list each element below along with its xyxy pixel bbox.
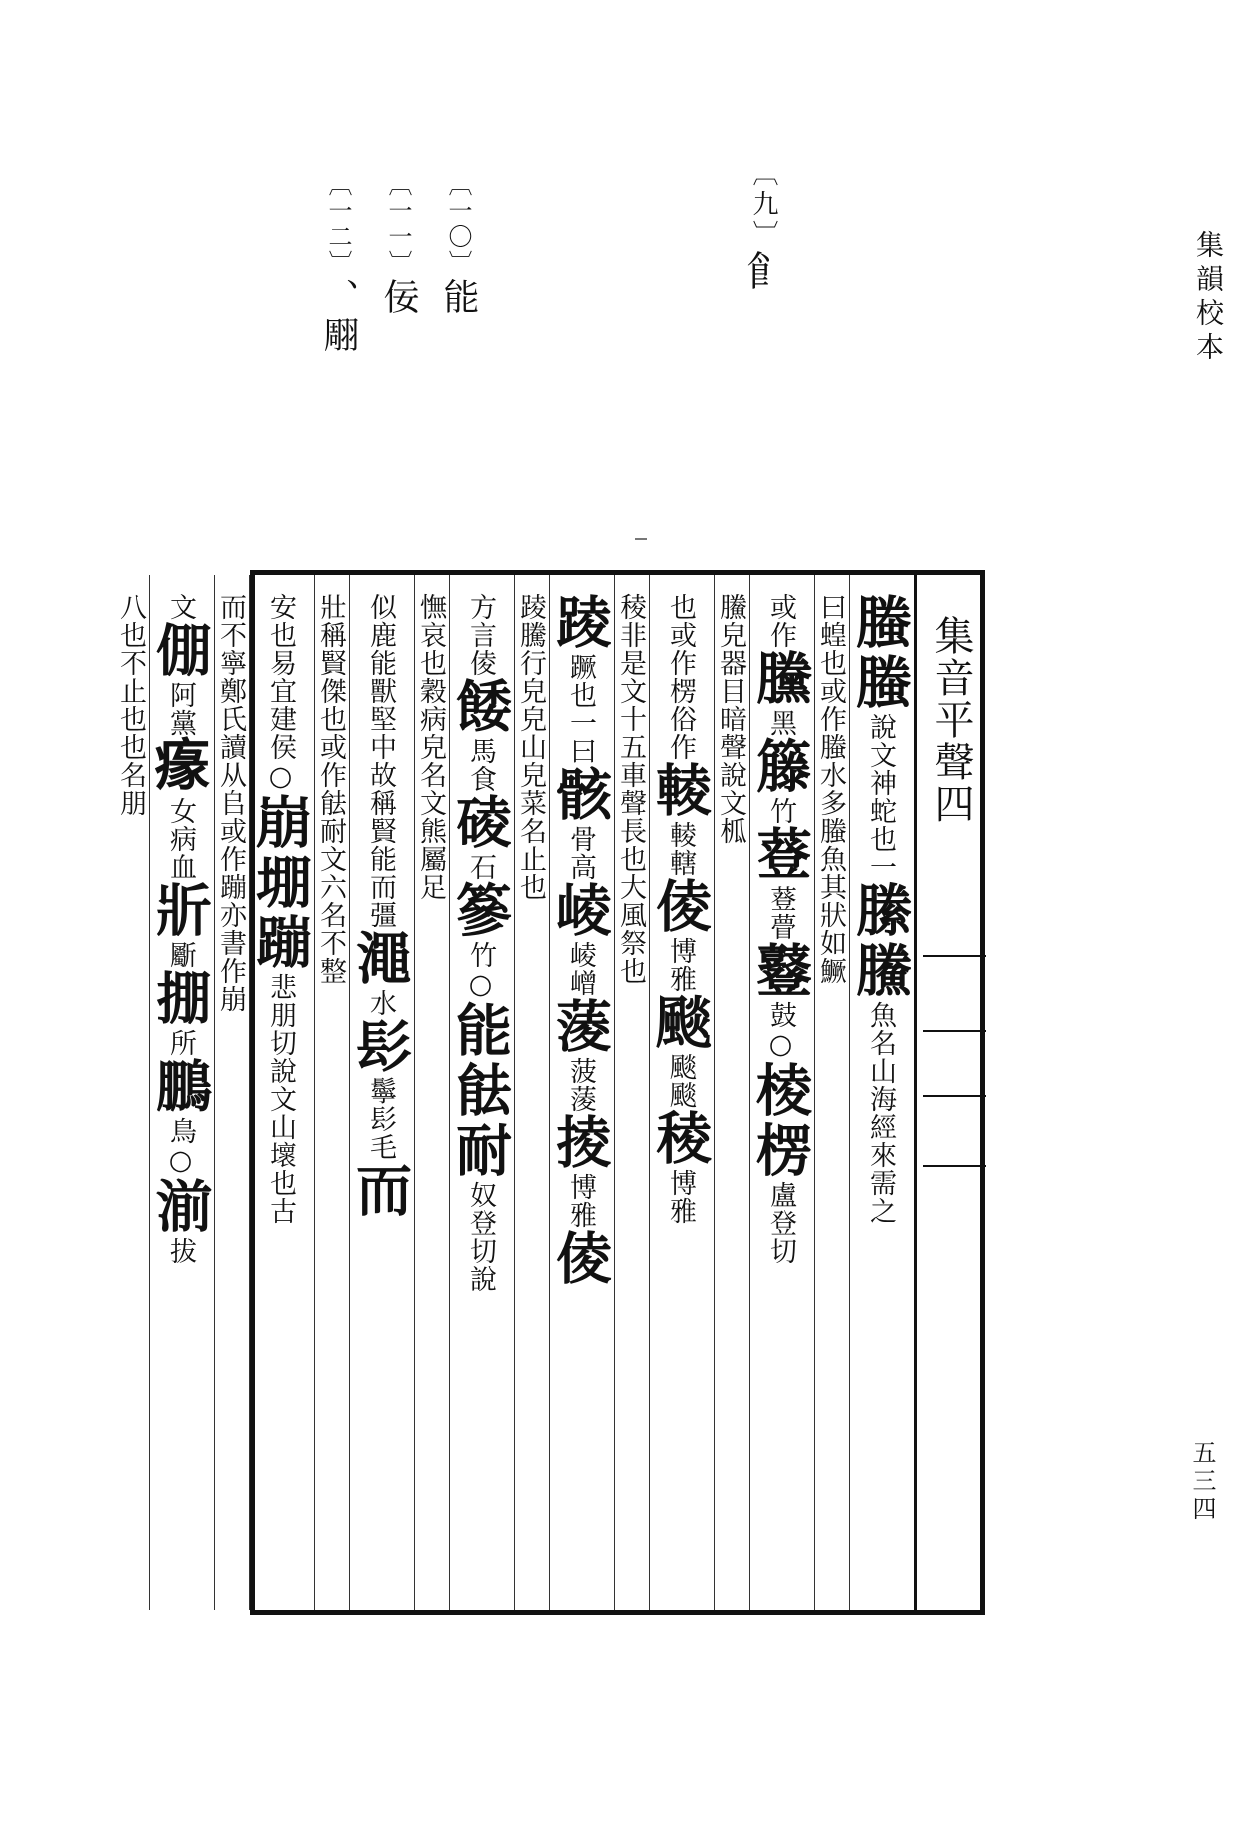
note-10 (438, 170, 479, 316)
headword: 稜 (647, 1109, 713, 1169)
headword: 蔆 (547, 997, 613, 1057)
headword: 䔲 (747, 825, 813, 885)
annotation: 皃 (415, 733, 446, 761)
text-column (349, 575, 414, 1610)
annotation: 壯稱賢傑也或作䏻耐文六 (315, 593, 346, 901)
annotation: 名 (115, 761, 146, 789)
annotation: 山皃 (515, 733, 546, 789)
note-11 (378, 170, 419, 316)
annotation: 祭也 (615, 929, 646, 985)
text-column (314, 575, 349, 1610)
ink-mark (635, 538, 647, 540)
column-text (247, 593, 313, 1593)
annotation: 名 (315, 901, 346, 929)
annotation: 黑 (765, 709, 796, 737)
headword: 崚 (547, 881, 613, 941)
annotation: 鳥 (165, 1117, 196, 1145)
text-column (549, 575, 614, 1610)
text-column (614, 575, 649, 1610)
page-number: 五三四 (1188, 1440, 1216, 1524)
headword: 崩堋蹦 (247, 793, 313, 973)
annotation: 鼓 (765, 1001, 796, 1029)
annotation: 止也 (515, 845, 546, 901)
text-column (749, 575, 814, 1610)
annotation: 也 (115, 733, 146, 761)
column-text (147, 593, 213, 1593)
headword: 而 (347, 1161, 413, 1221)
annotation: 竹 (465, 941, 496, 969)
note-number: 〔九〕 (748, 160, 778, 250)
annotation: ○ (765, 1029, 796, 1061)
annotation: 曰蝗也或作螣 (815, 593, 846, 761)
header-divider (923, 1165, 986, 1167)
annotation: 拔 (165, 1237, 196, 1265)
header-divider (923, 1095, 986, 1097)
column-text (815, 593, 845, 1593)
annotation: 蹶也一曰 (565, 653, 596, 765)
headword: 掤 (147, 969, 213, 1029)
annotation: 菜名 (515, 789, 546, 845)
headword: 黱 (747, 649, 813, 709)
annotation: 斸 (165, 941, 196, 969)
annotation: 水多螣魚其狀如鱖 (815, 761, 846, 985)
headword: 籐 (747, 737, 813, 797)
annotation: 憮哀也 (415, 593, 446, 677)
note-char: 𩙿 (740, 250, 786, 294)
annotation: 从𠂤或作蹦亦書作崩 (215, 761, 246, 1013)
note-12 (318, 170, 359, 354)
headword: 能䏻耐 (447, 1001, 513, 1181)
text-column (649, 575, 714, 1610)
annotation: 所 (165, 1029, 196, 1057)
note-number: 〔一〇〕 (444, 172, 472, 276)
annotation: 說文柧 (715, 761, 746, 845)
annotation: 大風 (615, 873, 646, 929)
headword: 髟 (347, 1017, 413, 1077)
headword: 颷 (647, 993, 713, 1053)
book-title: 集韻校本 (1192, 230, 1225, 366)
annotation: 菠蔆 (565, 1057, 596, 1113)
annotation: 不止 (115, 649, 146, 705)
header-strip (914, 575, 980, 1610)
annotation: 馬食 (465, 737, 496, 793)
column-text (415, 593, 445, 1593)
note-9 (735, 160, 792, 294)
annotation: 颷颷 (665, 1053, 696, 1109)
annotation: 皃器 (715, 621, 746, 677)
header-text: 集音平聲四 (928, 615, 974, 825)
annotation: 方言倰 (465, 593, 496, 677)
headword: 鵬 (147, 1057, 213, 1117)
column-text (747, 593, 813, 1593)
annotation: 安也易宜建侯 (265, 593, 296, 761)
text-column (414, 575, 449, 1610)
headword: 倰 (547, 1229, 613, 1289)
note-char: 、翢 (318, 278, 359, 354)
column-text (515, 593, 545, 1593)
header-divider (923, 1030, 986, 1032)
annotation: 名 (415, 761, 446, 789)
annotation: 盧登切 (765, 1181, 796, 1265)
annotation: 或作 (765, 593, 796, 649)
text-column (149, 575, 214, 1610)
annotation: 博雅 (665, 937, 696, 993)
annotation: 皃 (515, 705, 546, 733)
headword: 鼟 (747, 941, 813, 1001)
annotation: 水 (365, 989, 396, 1017)
annotation: 博雅 (665, 1169, 696, 1225)
annotation: ○ (165, 1145, 196, 1177)
column-text (847, 593, 913, 1593)
text-column (115, 575, 149, 1610)
text-columns (115, 575, 980, 1610)
headword: 篸 (447, 881, 513, 941)
annotation: 阿黨 (165, 681, 196, 737)
headword: 澠 (347, 929, 413, 989)
text-column (714, 575, 749, 1610)
annotation: 目暗 (715, 677, 746, 733)
headword: 斨 (147, 881, 213, 941)
headword: 棱楞 (747, 1061, 813, 1181)
header-divider (923, 955, 986, 957)
column-text (215, 593, 245, 1593)
text-column (249, 575, 314, 1610)
annotation: 悲朋切說文山壞也古 (265, 973, 296, 1225)
note-char: 佞 (378, 278, 419, 316)
annotation: 車聲 (615, 761, 646, 817)
annotation: 文 (165, 593, 196, 621)
annotation: 朋 (115, 789, 146, 817)
annotation: ○ (265, 761, 296, 793)
annotation: 女病血 (165, 797, 196, 881)
annotation: 輘轄 (665, 821, 696, 877)
annotation: 䔲瞢 (765, 885, 796, 941)
annotation: 石 (465, 853, 496, 881)
headword: 湔 (147, 1177, 213, 1237)
annotation: 文熊屬足 (415, 789, 446, 901)
headword: 鰧 (847, 941, 913, 1001)
annotation: 竹 (765, 797, 796, 825)
note-char: 能 (438, 278, 479, 316)
text-column (449, 575, 514, 1610)
annotation: 稜非是文十五 (615, 593, 646, 761)
annotation: 也 (115, 705, 146, 733)
annotation: 不整 (315, 929, 346, 985)
headword: 碐 (447, 793, 513, 853)
headword: 倗 (147, 621, 213, 681)
headword: 𤸁 (147, 737, 213, 797)
annotation: 奴登切說 (465, 1181, 496, 1293)
column-text (547, 593, 613, 1593)
annotation: 骨高 (565, 825, 596, 881)
annotation: 說文神蛇也一 (865, 713, 896, 881)
text-column (214, 575, 249, 1610)
text-column (514, 575, 549, 1610)
column-text (115, 593, 145, 1593)
annotation: 似鹿能獸堅中故稱賢能而彊 (365, 593, 396, 929)
annotation: 魚名山海經來需之 (865, 1001, 896, 1225)
text-column (814, 575, 849, 1610)
annotation: 聲 (715, 733, 746, 761)
text-column (849, 575, 914, 1610)
annotation: ○ (465, 969, 496, 1001)
headword: 骸 (547, 765, 613, 825)
annotation: 鬡髟毛 (365, 1077, 396, 1161)
annotation: 長也 (615, 817, 646, 873)
headword: 踜 (547, 593, 613, 653)
annotation: 穀病 (415, 677, 446, 733)
column-text (447, 593, 513, 1593)
annotation: 八也 (115, 593, 146, 649)
column-text (315, 593, 345, 1593)
annotation: 崚嶒 (565, 941, 596, 997)
note-number: 〔一二〕 (324, 172, 352, 276)
headword: 螣螣 (847, 593, 913, 713)
column-text (347, 593, 413, 1593)
column-text (715, 593, 745, 1593)
headword: 倰 (647, 877, 713, 937)
column-text (647, 593, 713, 1593)
headword: 輘 (647, 761, 713, 821)
note-number: 〔一一〕 (384, 172, 412, 276)
headword: 掕 (547, 1113, 613, 1173)
annotation: 也或作楞俗作 (665, 593, 696, 761)
annotation: 而不寧鄭氏讀 (215, 593, 246, 761)
column-text (615, 593, 645, 1593)
headword: 縢 (847, 881, 913, 941)
annotation: 踜騰行皃 (515, 593, 546, 705)
annotation: 博雅 (565, 1173, 596, 1229)
annotation: 鰧 (715, 593, 746, 621)
headword: 餧 (447, 677, 513, 737)
woodblock-page (115, 570, 985, 1615)
